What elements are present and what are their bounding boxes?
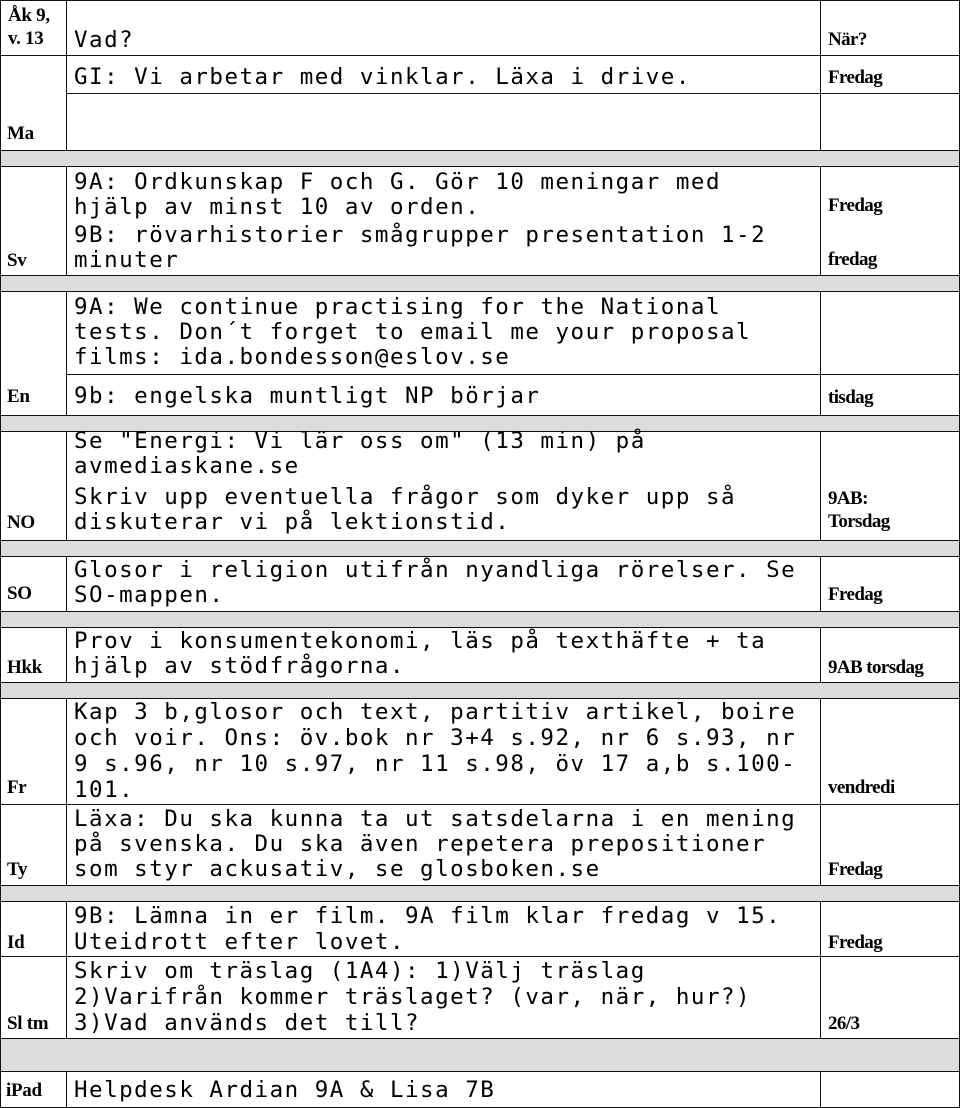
task-line: Läxa: Du ska kunna ta ut satsdelarna i en mening [74, 806, 797, 832]
due-label: Fredag [828, 195, 883, 216]
task-cell [66, 901, 821, 957]
task-line: Kap 3 b,glosor och text, partitiv artikel, boire [74, 699, 797, 725]
task-cell [66, 556, 821, 612]
subject-label: Fr [7, 777, 27, 798]
task-line: 9b: engelska muntligt NP börjar [74, 383, 541, 409]
subject-cell-en [0, 291, 67, 416]
row-separator [0, 682, 960, 699]
task-line: på svenska. Du ska även repetera prepositioner [74, 831, 767, 857]
week-cell [0, 0, 67, 56]
due-label: 26/3 [828, 1013, 860, 1034]
task-cell [66, 374, 821, 416]
task-cell [66, 698, 821, 805]
task-line: som styr ackusativ, se glosboken.se [74, 856, 601, 882]
task-line: diskuterar vi på lektionstid. [74, 509, 511, 535]
task-line: 2)Varifrån kommer träslaget? (var, när, hur?) [74, 984, 752, 1010]
subject-label: Sl tm [7, 1013, 49, 1034]
task-line: Helpdesk Ardian 9A & Lisa 7B [74, 1077, 496, 1103]
task-cell [66, 166, 821, 276]
task-line: tests. Don´t forget to email me your proposal [74, 319, 752, 345]
subject-label: Ty [7, 859, 28, 880]
subject-cell-fr [0, 698, 67, 805]
when-header-cell [820, 0, 960, 56]
subject-cell-so [0, 556, 67, 612]
task-cell [66, 1071, 821, 1108]
week-label: v. 13 [8, 28, 44, 49]
due-label: Fredag [828, 859, 883, 880]
subject-label: Ma [7, 123, 34, 144]
task-line: 9A: Ordkunskap F och G. Gör 10 meningar med [74, 169, 721, 195]
subject-cell-ipad [0, 1071, 67, 1108]
when-header: När? [828, 29, 867, 50]
due-label: vendredi [828, 777, 895, 798]
task-line: 9B: rövarhistorier smågrupper presentation 1-2 [74, 222, 767, 248]
due-label: 9AB: [828, 488, 868, 509]
subject-cell-ty [0, 804, 67, 886]
row-separator [0, 885, 960, 902]
subject-cell-hkk [0, 627, 67, 683]
task-line: Glosor i religion utifrån nyandliga rörelser. Se [74, 557, 797, 583]
subject-cell-sv [0, 166, 67, 276]
due-cell [820, 93, 960, 151]
due-label: Fredag [828, 67, 883, 88]
row-separator [0, 1038, 960, 1072]
row-separator [0, 611, 960, 628]
due-cell [820, 374, 960, 416]
grade-label: Åk 9, [8, 5, 50, 26]
task-cell [66, 428, 821, 541]
subject-label: SO [7, 583, 32, 604]
task-line: SO-mappen. [74, 582, 225, 608]
task-line: Uteidrott efter lovet. [74, 929, 406, 955]
subject-label: En [7, 386, 30, 407]
subject-label: Hkk [7, 657, 43, 678]
task-cell [66, 291, 821, 375]
task-line: 3)Vad används det till? [74, 1010, 421, 1036]
subject-label: NO [7, 512, 35, 533]
subject-cell-sloyd [0, 956, 67, 1039]
task-cell [66, 956, 821, 1039]
task-cell [66, 804, 821, 886]
due-cell [820, 901, 960, 957]
task-cell [66, 93, 821, 151]
task-line: Prov i konsumentekonomi, läs på texthäfte + ta [74, 628, 767, 654]
due-cell [820, 627, 960, 683]
task-line: minuter [74, 247, 180, 273]
task-cell [66, 55, 821, 94]
task-line: 9B: Lämna in er film. 9A film klar fredag v 15. [74, 903, 782, 929]
due-label: fredag [828, 249, 877, 270]
due-cell [820, 55, 960, 94]
task-line: avmediaskane.se [74, 453, 300, 479]
row-separator [0, 150, 960, 167]
row-separator [0, 275, 960, 292]
task-line: hjälp av stödfrågorna. [74, 653, 406, 679]
due-label: tisdag [828, 387, 873, 408]
subject-cell-no [0, 431, 67, 541]
due-label: Torsdag [828, 511, 890, 532]
task-line: Skriv om träslag (1A4): 1)Välj träslag [74, 958, 646, 984]
what-header-cell [66, 0, 821, 56]
subject-cell-ma [0, 55, 67, 151]
due-label: Fredag [828, 584, 883, 605]
what-header: Vad? [74, 27, 135, 53]
due-cell [820, 166, 960, 276]
task-line: Se "Energi: Vi lär oss om" (13 min) på [74, 428, 646, 454]
subject-label: Sv [7, 250, 27, 271]
due-label: 9AB torsdag [828, 657, 924, 678]
due-cell [820, 431, 960, 541]
task-line: GI: Vi arbetar med vinklar. Läxa i drive. [74, 64, 691, 90]
task-line: 9A: We continue practising for the National [74, 294, 721, 320]
row-separator [0, 540, 960, 557]
due-cell [820, 804, 960, 886]
due-label: Fredag [828, 932, 883, 953]
subject-label: Id [7, 932, 25, 953]
task-cell [66, 627, 821, 683]
task-line: 9 s.96, nr 10 s.97, nr 11 s.98, öv 17 a,b s.100- [74, 751, 797, 777]
due-cell [820, 556, 960, 612]
task-line: films: ida.bondesson@eslov.se [74, 344, 511, 370]
due-cell [820, 698, 960, 805]
subject-cell-id [0, 901, 67, 957]
task-line: 101. [74, 777, 135, 803]
task-line: Skriv upp eventuella frågor som dyker upp så [74, 484, 737, 510]
due-cell [820, 956, 960, 1039]
subject-label: iPad [6, 1080, 42, 1101]
task-line: och voir. Ons: öv.bok nr 3+4 s.92, nr 6 s.93, nr [74, 725, 797, 751]
due-cell [820, 291, 960, 375]
task-line: hjälp av minst 10 av orden. [74, 194, 481, 220]
due-cell [820, 1071, 960, 1108]
